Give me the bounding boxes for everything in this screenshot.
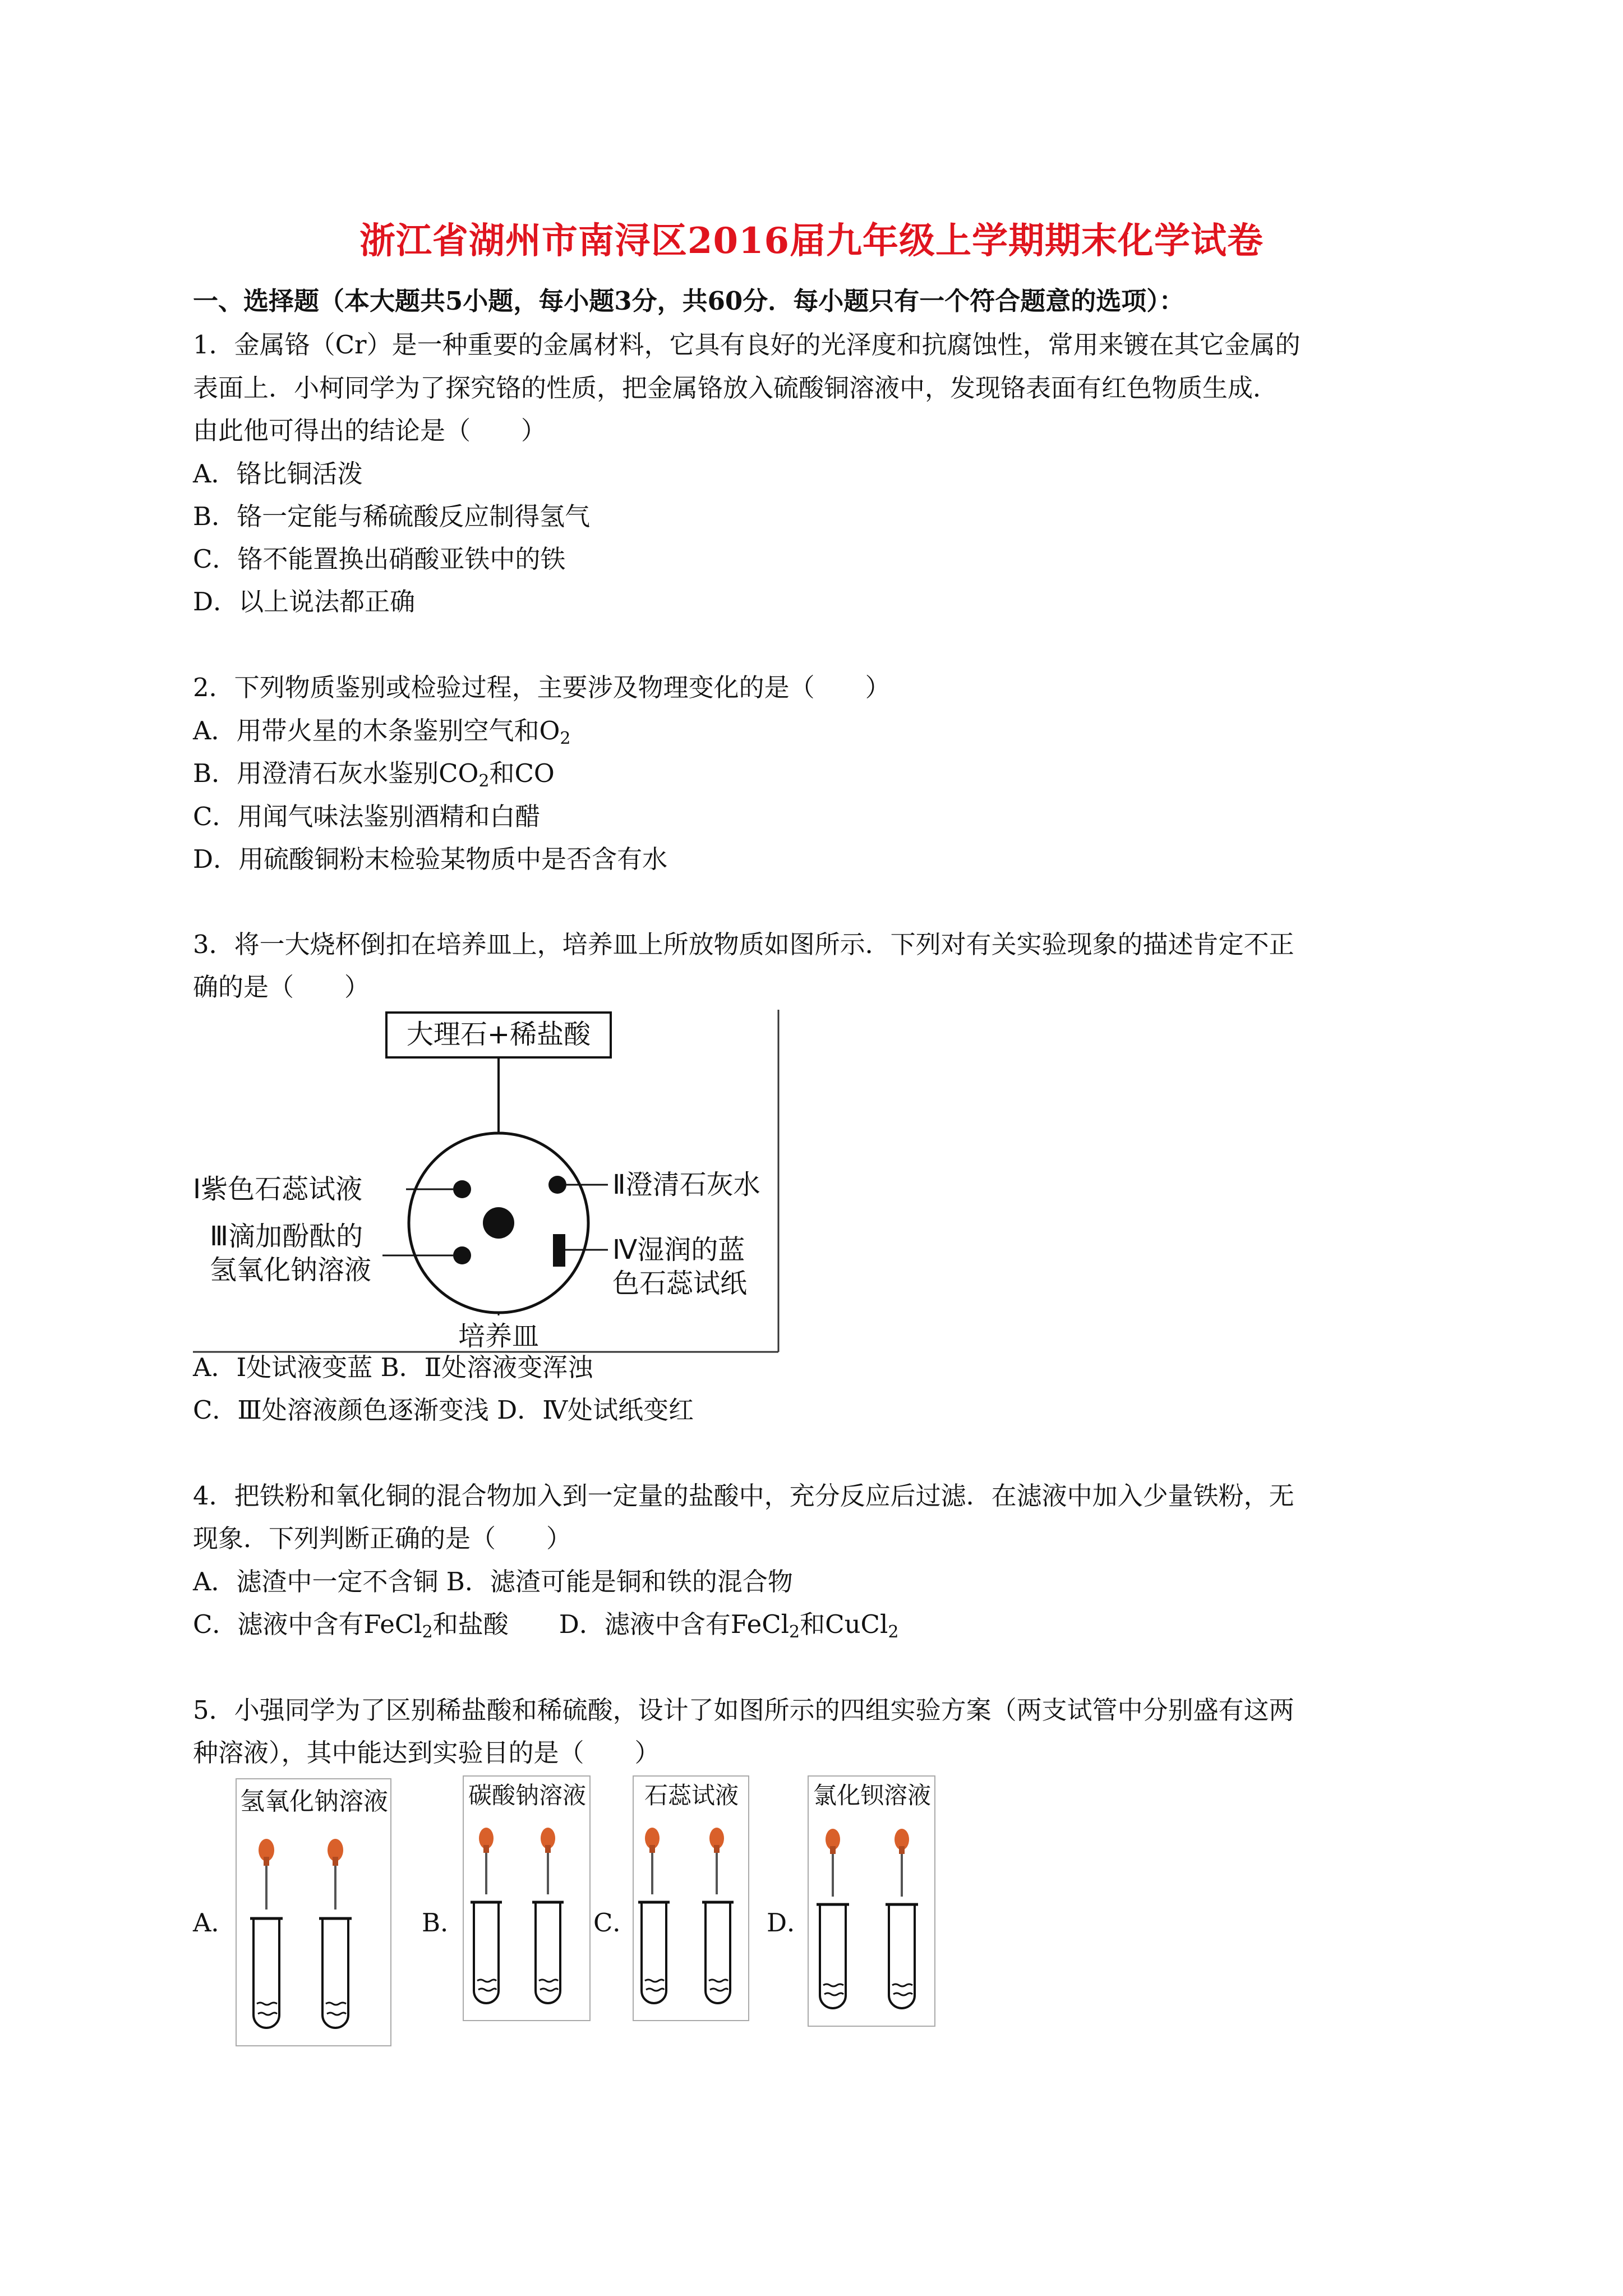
q5-panel-a bbox=[236, 1778, 393, 2047]
petri-dish-figure bbox=[193, 1010, 782, 1358]
section-heading: 一、选择题（本大题共5小题，每小题3分，共60分．每小题只有一个符合题意的选项）： bbox=[193, 286, 1184, 316]
dropper-right bbox=[541, 1828, 555, 1894]
figure-label-3b: 氢氧化钠溶液 bbox=[210, 1254, 372, 1286]
q5-panel-c-reagent: 石蕊试液 bbox=[644, 1782, 739, 1809]
q5-panel-a-reagent: 氢氧化钠溶液 bbox=[240, 1787, 388, 1816]
q2-option-c: C．用闻气味法鉴别酒精和白醋 bbox=[193, 802, 541, 831]
figure-bottom-label: 培养皿 bbox=[458, 1320, 540, 1352]
q4-options-ab: A．滤渣中一定不含铜 B．滤渣可能是铜和铁的混合物 bbox=[193, 1567, 793, 1596]
q1-option-c: C．铬不能置换出硝酸亚铁中的铁 bbox=[193, 544, 566, 574]
figure-label-4b: 色石蕊试纸 bbox=[612, 1268, 748, 1299]
figure-label-2: Ⅱ澄清石灰水 bbox=[612, 1169, 760, 1200]
test-tube-right bbox=[702, 1902, 734, 2003]
q1-option-b: B．铬一定能与稀硫酸反应制得氢气 bbox=[193, 501, 591, 531]
q1-stem-line1: 1．金属铬（Cr）是一种重要的金属材料，它具有良好的光泽度和抗腐蚀性，常用来镀在其它金属的 bbox=[193, 330, 1301, 360]
q5-panel-d-reagent: 氯化钡溶液 bbox=[813, 1782, 932, 1809]
q4-stem-line2: 现象．下列判断正确的是（ ） bbox=[193, 1524, 572, 1553]
q5-panel-b bbox=[463, 1775, 592, 2022]
q2-option-d: D．用硫酸铜粉末检验某物质中是否含有水 bbox=[193, 844, 668, 874]
q1-stem-line2: 表面上．小柯同学为了探究铬的性质，把金属铬放入硫酸铜溶液中，发现铬表面有红色物质生成． bbox=[193, 373, 1279, 403]
dropper-left bbox=[259, 1839, 274, 1910]
q2-option-a: A．用带火星的木条鉴别空气和$O_2$ bbox=[193, 716, 571, 748]
q4-options-cd: C．滤液中含有FeCl$_2$和盐酸 D．滤液中含有FeCl$_2$和CuCl$_2$ bbox=[193, 1609, 899, 1642]
test-tube-right bbox=[319, 1918, 352, 2028]
page-title: 浙江省湖州市南浔区2016届九年级上学期期末化学试卷 bbox=[359, 220, 1264, 262]
q1-option-d: D．以上说法都正确 bbox=[193, 587, 416, 616]
q5-panel-b-reagent: 碳酸钠溶液 bbox=[468, 1782, 587, 1809]
test-tube-left bbox=[638, 1902, 670, 2003]
q4-stem-line1: 4．把铁粉和氧化铜的混合物加入到一定量的盐酸中，充分反应后过滤．在滤液中加入少量铁粉，无 bbox=[193, 1481, 1294, 1511]
dropper-right bbox=[895, 1829, 909, 1897]
q5-stem-line2: 种溶液），其中能达到实验目的是（ ） bbox=[193, 1738, 660, 1768]
q5-panel-c bbox=[633, 1775, 750, 2022]
q5-panel-d bbox=[808, 1775, 937, 2028]
q3-options-ab: A．Ⅰ处试液变蓝 B．Ⅱ处溶液变浑浊 bbox=[193, 1352, 593, 1382]
test-tube-left bbox=[250, 1918, 283, 2028]
q1-option-a: A．铬比铜活泼 bbox=[193, 459, 363, 489]
dropper-left bbox=[826, 1829, 840, 1897]
q3-options-cd: C．Ⅲ处溶液颜色逐渐变浅 D．Ⅳ处试纸变红 bbox=[193, 1395, 694, 1425]
q3-stem-line1: 3．将一大烧杯倒扣在培养皿上，培养皿上所放物质如图所示．下列对有关实验现象的描述肯定不正 bbox=[193, 930, 1294, 959]
q5-option-c-letter: C． bbox=[593, 1908, 638, 1938]
dropper-right bbox=[328, 1839, 343, 1910]
dropper-right bbox=[709, 1828, 724, 1894]
test-tube-right bbox=[532, 1902, 564, 2003]
test-tube-right bbox=[886, 1904, 918, 2008]
test-tube-left bbox=[817, 1904, 849, 2008]
figure-top-box-label: 大理石+稀盐酸 bbox=[406, 1019, 591, 1050]
q1-stem-line3: 由此他可得出的结论是（ ） bbox=[193, 416, 547, 445]
q2-stem: 2．下列物质鉴别或检验过程，主要涉及物理变化的是（ ） bbox=[193, 673, 891, 702]
q5-option-a-letter: A． bbox=[193, 1908, 237, 1938]
q2-option-b: B．用澄清石灰水鉴别$CO_2$和CO bbox=[193, 758, 555, 791]
figure-label-1: Ⅰ紫色石蕊试液 bbox=[193, 1174, 363, 1205]
dropper-left bbox=[645, 1828, 660, 1894]
q5-option-b-letter: B． bbox=[422, 1908, 466, 1938]
dropper-left bbox=[479, 1828, 494, 1894]
q5-option-d-letter: D． bbox=[767, 1908, 813, 1938]
q3-stem-line2: 确的是（ ） bbox=[193, 972, 370, 1002]
q5-stem-line1: 5．小强同学为了区别稀盐酸和稀硫酸，设计了如图所示的四组实验方案（两支试管中分别盛有这两 bbox=[193, 1695, 1294, 1725]
test-tube-left bbox=[471, 1902, 502, 2003]
figure-label-3a: Ⅲ滴加酚酞的 bbox=[210, 1221, 363, 1252]
figure-label-4a: Ⅳ湿润的蓝 bbox=[612, 1234, 745, 1266]
